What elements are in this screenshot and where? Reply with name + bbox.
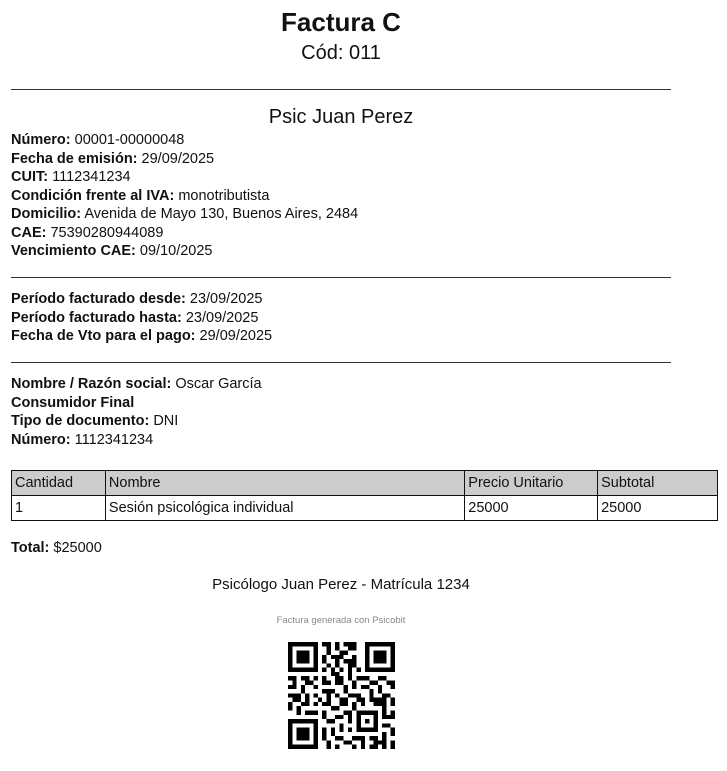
cae-expiry: Vencimiento CAE: 09/10/2025 — [11, 243, 213, 259]
cell-quantity: 1 — [12, 496, 106, 521]
client-name: Nombre / Razón social: Oscar García — [11, 376, 262, 392]
divider — [11, 89, 671, 90]
invoice-title: Factura C — [281, 7, 401, 37]
invoice-total: Total: $25000 — [11, 540, 102, 556]
cuit: CUIT: 1112341234 — [11, 169, 131, 185]
issuer-details — [11, 131, 358, 261]
billing-period — [11, 290, 272, 346]
issue-date: Fecha de emisión: 29/09/2025 — [11, 150, 215, 167]
issuer-number: Número: 00001-00000048 — [11, 132, 185, 148]
document-number: Número: 1112341234 — [11, 431, 154, 448]
period-to: Período facturado hasta: 23/09/2025 — [11, 309, 259, 326]
table-header-row — [12, 471, 718, 496]
cell-name: Sesión psicológica individual — [105, 496, 464, 521]
divider — [11, 277, 671, 278]
address: Domicilio: Avenida de Mayo 130, Buenos Aires, 2484 — [11, 206, 359, 222]
col-name: Nombre — [105, 471, 464, 496]
generated-by-note: Factura generada con Psicobit — [276, 615, 406, 626]
cae: CAE: 75390280944089 — [11, 224, 164, 241]
signature-line: Psicólogo Juan Perez - Matrícula 1234 — [212, 576, 470, 593]
items-table — [11, 470, 718, 521]
invoice-code: Cód: 011 — [301, 42, 381, 64]
client-type: Consumidor Final — [11, 394, 135, 411]
table-row — [12, 496, 718, 521]
divider — [11, 362, 671, 363]
col-quantity: Cantidad — [12, 471, 106, 496]
period-from: Período facturado desde: 23/09/2025 — [11, 291, 263, 307]
cell-unit-price: 25000 — [465, 496, 598, 521]
client-details — [11, 375, 262, 449]
issuer-name: Psic Juan Perez — [268, 106, 414, 128]
col-unit-price: Precio Unitario — [465, 471, 598, 496]
iva-condition: Condición frente al IVA: monotributista — [11, 187, 270, 204]
document-type: Tipo de documento: DNI — [11, 413, 179, 429]
cell-subtotal: 25000 — [598, 496, 718, 521]
qr-code-icon — [288, 642, 395, 749]
col-subtotal: Subtotal — [598, 471, 718, 496]
payment-due-date: Fecha de Vto para el pago: 29/09/2025 — [11, 328, 273, 344]
